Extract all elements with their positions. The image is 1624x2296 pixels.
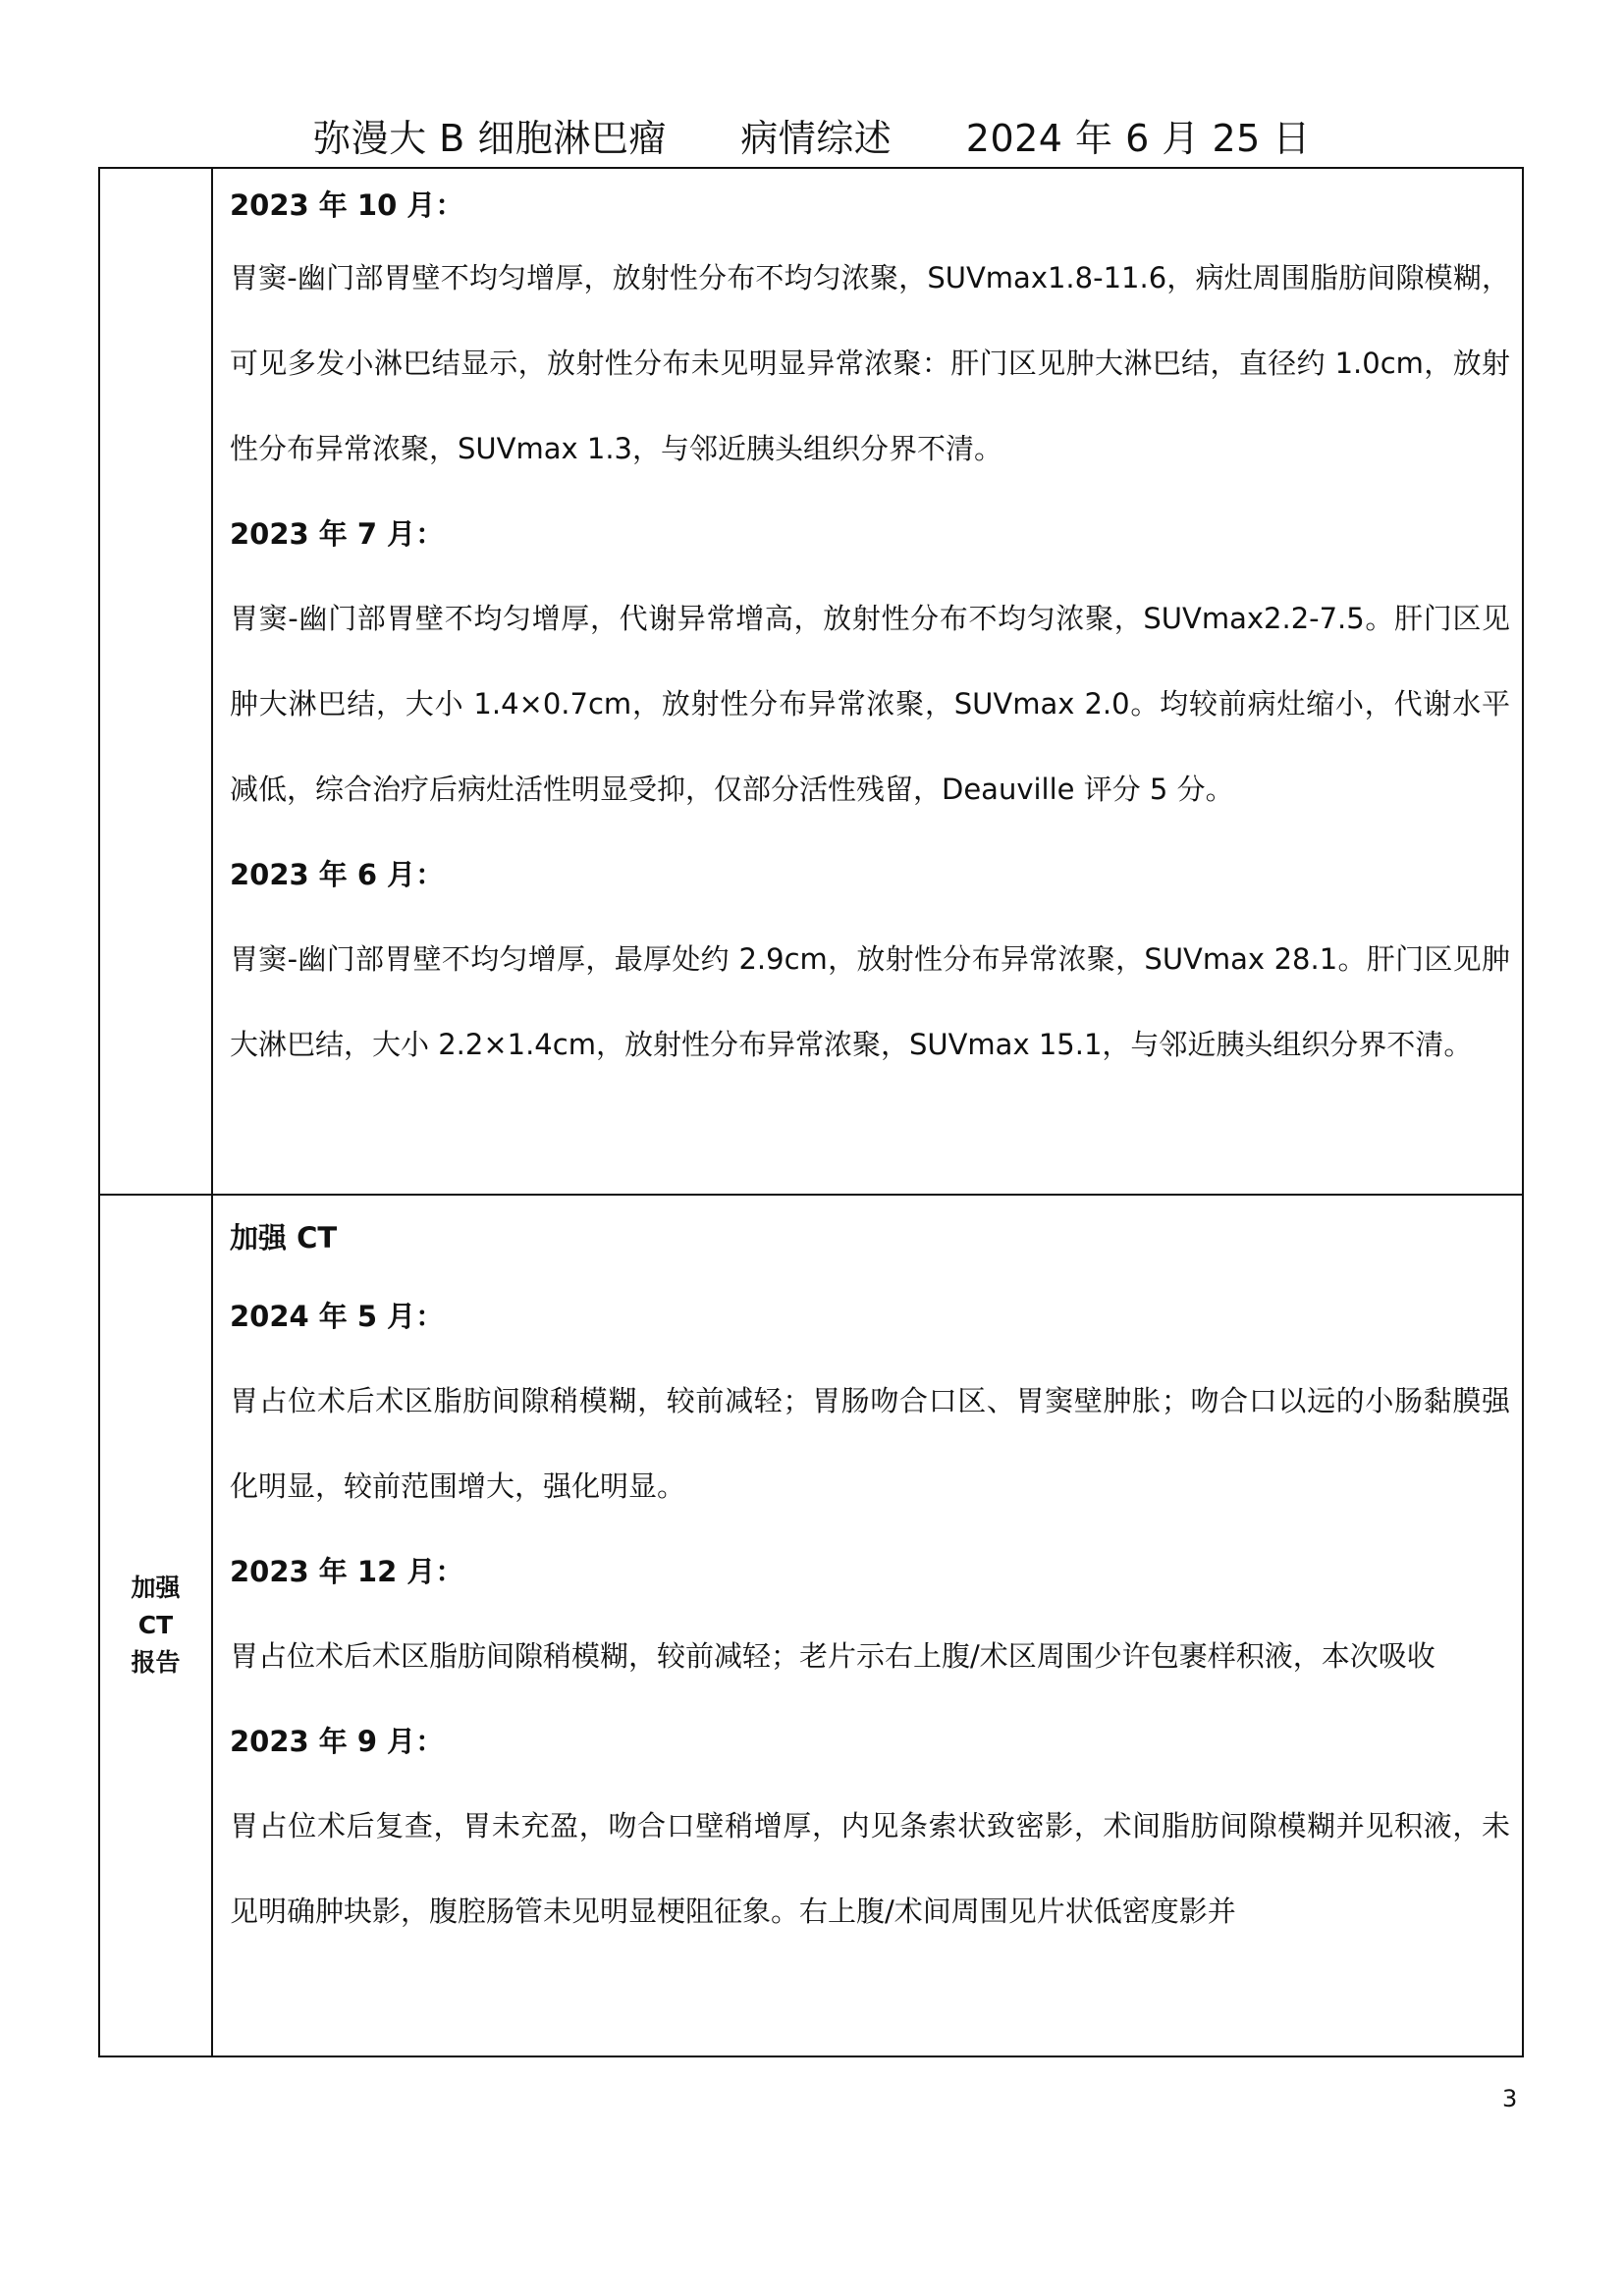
entry-text: 胃窦-幽门部胃壁不均匀增厚，代谢异常增高，放射性分布不均匀浓聚，SUVmax2.2-7.5。肝门区见肿大淋巴结，大小 1.4×0.7cm，放射性分布异常浓聚，SUVmax 2.0。均较前病灶缩小，代谢水平减低，综合治疗后病灶活性明显受抑，仅部分活性残留，Deauville 评分 5 分。	[230, 602, 1510, 806]
table-row	[99, 1195, 1523, 2056]
report-table	[98, 167, 1524, 2057]
row-content-cell	[212, 1195, 1523, 2056]
entry-text: 胃窦-幽门部胃壁不均匀增厚，最厚处约 2.9cm，放射性分布异常浓聚，SUVmax 28.1。肝门区见肿大淋巴结，大小 2.2×1.4cm，放射性分布异常浓聚，SUVmax 15.1，与邻近胰头组织分界不清。	[230, 942, 1510, 1061]
row-content-cell	[212, 168, 1523, 1195]
entry-date: 2024 年 5 月：	[230, 1300, 445, 1333]
page-header: 弥漫大 B 细胞淋巴瘤 病情综述 2024 年 6 月 25 日	[313, 117, 1311, 160]
entry-date: 2023 年 7 月：	[230, 517, 445, 551]
table-row	[99, 168, 1523, 1195]
entry-date: 2023 年 9 月：	[230, 1725, 445, 1758]
row-label-line: 加强	[131, 1574, 181, 1602]
entry-text: 胃窦-幽门部胃壁不均匀增厚，放射性分布不均匀浓聚，SUVmax1.8-11.6，病灶周围脂肪间隙模糊，可见多发小淋巴结显示，放射性分布未见明显异常浓聚：肝门区见肿大淋巴结，直径约 1.0cm，放射性分布异常浓聚，SUVmax 1.3，与邻近胰头组织分界不清。	[230, 261, 1510, 465]
section-title: 加强 CT	[230, 1221, 338, 1255]
row-label-line: CT	[137, 1611, 174, 1639]
page-number: 3	[1502, 2085, 1518, 2112]
entry-date: 2023 年 6 月：	[230, 858, 445, 891]
entry-date: 2023 年 12 月：	[230, 1555, 464, 1588]
row-label-cell	[99, 168, 212, 1195]
entry-text: 胃占位术后术区脂肪间隙稍模糊，较前减轻；胃肠吻合口区、胃窦壁肿胀；吻合口以远的小肠黏膜强化明显，较前范围增大，强化明显。	[230, 1384, 1510, 1503]
entry-text: 胃占位术后术区脂肪间隙稍模糊，较前减轻；老片示右上腹/术区周围少许包裹样积液，本次吸收	[230, 1639, 1435, 1673]
row-label-cell	[99, 1195, 212, 2056]
entry-text: 胃占位术后复查，胃未充盈，吻合口壁稍增厚，内见条索状致密影，术间脂肪间隙模糊并见积液，未见明确肿块影，腹腔肠管未见明显梗阻征象。右上腹/术间周围见片状低密度影并	[230, 1809, 1510, 1928]
entry-date: 2023 年 10 月：	[230, 188, 464, 222]
row-label-line: 报告	[131, 1648, 181, 1677]
